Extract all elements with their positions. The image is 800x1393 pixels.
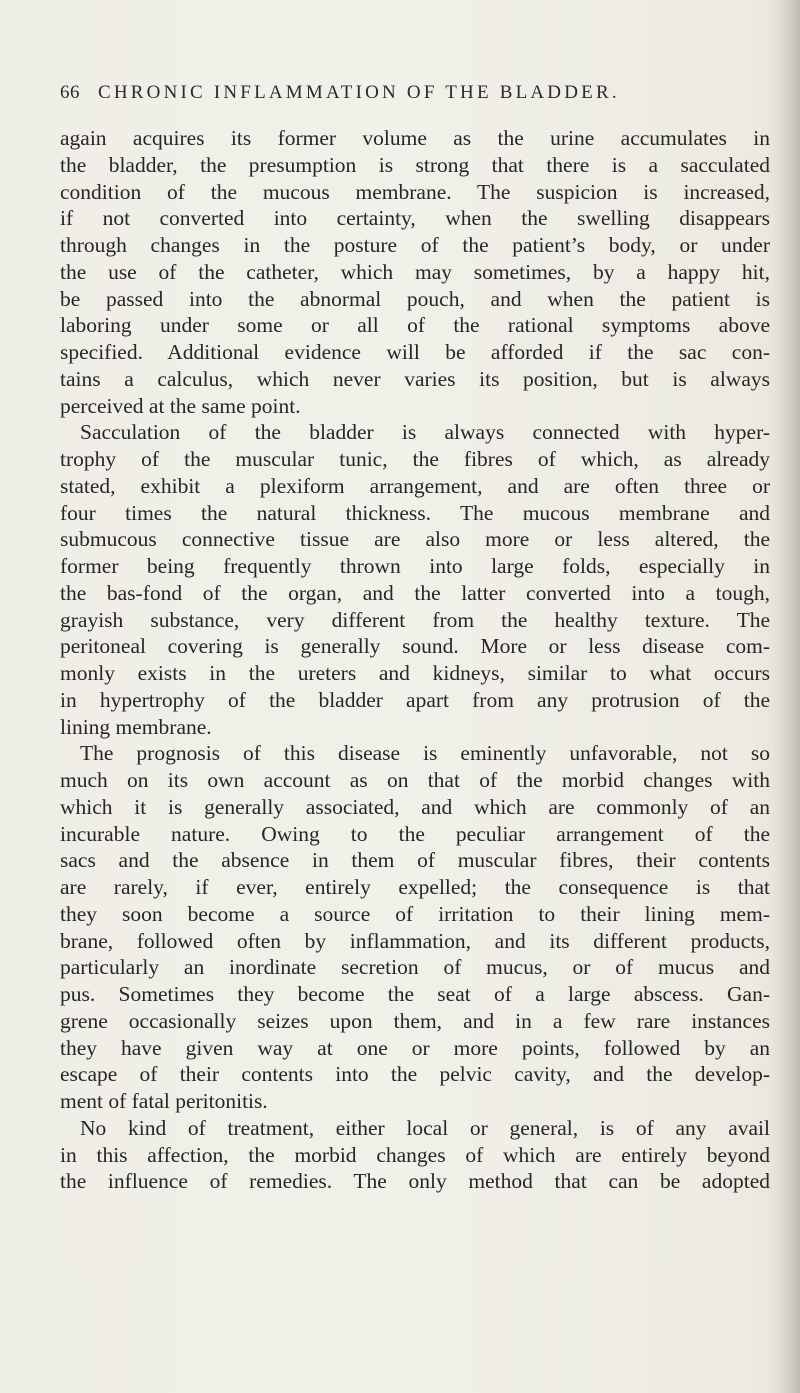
text-line: four times the natural thickness. The mucous membrane and bbox=[60, 500, 770, 525]
text-line: in hypertrophy of the bladder apart from any protrusion of the bbox=[60, 687, 770, 712]
text-line: condition of the mucous membrane. The suspicion is increased, bbox=[60, 179, 770, 204]
page-number: 66 bbox=[60, 82, 80, 103]
text-line: tains a calculus, which never varies its position, but is always bbox=[60, 366, 770, 391]
text-line: monly exists in the ureters and kidneys, similar to what occurs bbox=[60, 661, 770, 685]
text-line: peritoneal covering is generally sound. More or less disease com- bbox=[60, 634, 770, 659]
text-line: pus. Sometimes they become the seat of a large abscess. Gan- bbox=[60, 982, 770, 1006]
text-line: escape of their contents into the pelvic cavity, and the develop- bbox=[60, 1062, 770, 1087]
text-line: trophy of the muscular tunic, the fibres of which, as already bbox=[60, 447, 770, 471]
text-line: the bladder, the presumption is strong that there is a sacculated bbox=[60, 152, 770, 177]
text-line: grene occasionally seizes upon them, and in a few rare instances bbox=[60, 1008, 770, 1033]
text-line: again acquires its former volume as the urine accumulates in bbox=[60, 126, 770, 150]
text-line: sacs and the absence in them of muscular fibres, their contents bbox=[60, 848, 770, 873]
text-line: lining membrane. bbox=[60, 714, 212, 739]
text-line: through changes in the posture of the patient’s body, or under bbox=[60, 233, 770, 257]
text-line: in this affection, the morbid changes of which are entirely beyond bbox=[60, 1142, 770, 1167]
text-line: much on its own account as on that of the morbid changes with bbox=[60, 768, 770, 792]
body-text bbox=[60, 125, 770, 1195]
text-line: the bas-fond of the organ, and the latter converted into a tough, bbox=[60, 580, 770, 605]
text-line: perceived at the same point. bbox=[60, 393, 301, 418]
text-line: are rarely, if ever, entirely expelled; the consequence is that bbox=[60, 875, 770, 899]
text-line: incurable nature. Owing to the peculiar arrangement of the bbox=[60, 821, 770, 846]
text-line: Sacculation of the bladder is always connected with hyper- bbox=[80, 420, 770, 445]
text-line: the influence of remedies. The only method that can be adopted bbox=[60, 1169, 770, 1194]
text-line: they have given way at one or more points, followed by an bbox=[60, 1035, 770, 1060]
running-head bbox=[60, 78, 760, 108]
text-line: No kind of treatment, either local or general, is of any avail bbox=[80, 1115, 770, 1140]
text-line: grayish substance, very different from the healthy texture. The bbox=[60, 607, 770, 632]
text-line: ment of fatal peritonitis. bbox=[60, 1089, 268, 1113]
text-line: be passed into the abnormal pouch, and when the patient is bbox=[60, 286, 770, 311]
text-line: they soon become a source of irritation to their lining mem- bbox=[60, 901, 770, 926]
text-line: former being frequently thrown into large folds, especially in bbox=[60, 554, 770, 578]
text-line: The prognosis of this disease is eminently unfavorable, not so bbox=[80, 741, 770, 766]
text-line: which it is generally associated, and which are commonly of an bbox=[60, 794, 770, 819]
text-line: brane, followed often by inflammation, and its different products, bbox=[60, 928, 770, 953]
running-head-title: CHRONIC INFLAMMATION OF THE BLADDER. bbox=[98, 82, 620, 103]
text-line: specified. Additional evidence will be afforded if the sac con- bbox=[60, 340, 770, 364]
text-line: submucous connective tissue are also more or less altered, the bbox=[60, 527, 770, 552]
text-line: laboring under some or all of the rational symptoms above bbox=[60, 313, 770, 338]
text-line: stated, exhibit a plexiform arrangement, and are often three or bbox=[60, 473, 770, 498]
text-line: particularly an inordinate secretion of mucus, or of mucus and bbox=[60, 955, 770, 980]
page-edge-shadow bbox=[772, 0, 800, 1393]
text-line: the use of the catheter, which may sometimes, by a happy hit, bbox=[60, 259, 770, 284]
text-line: if not converted into certainty, when the swelling disappears bbox=[60, 206, 770, 231]
